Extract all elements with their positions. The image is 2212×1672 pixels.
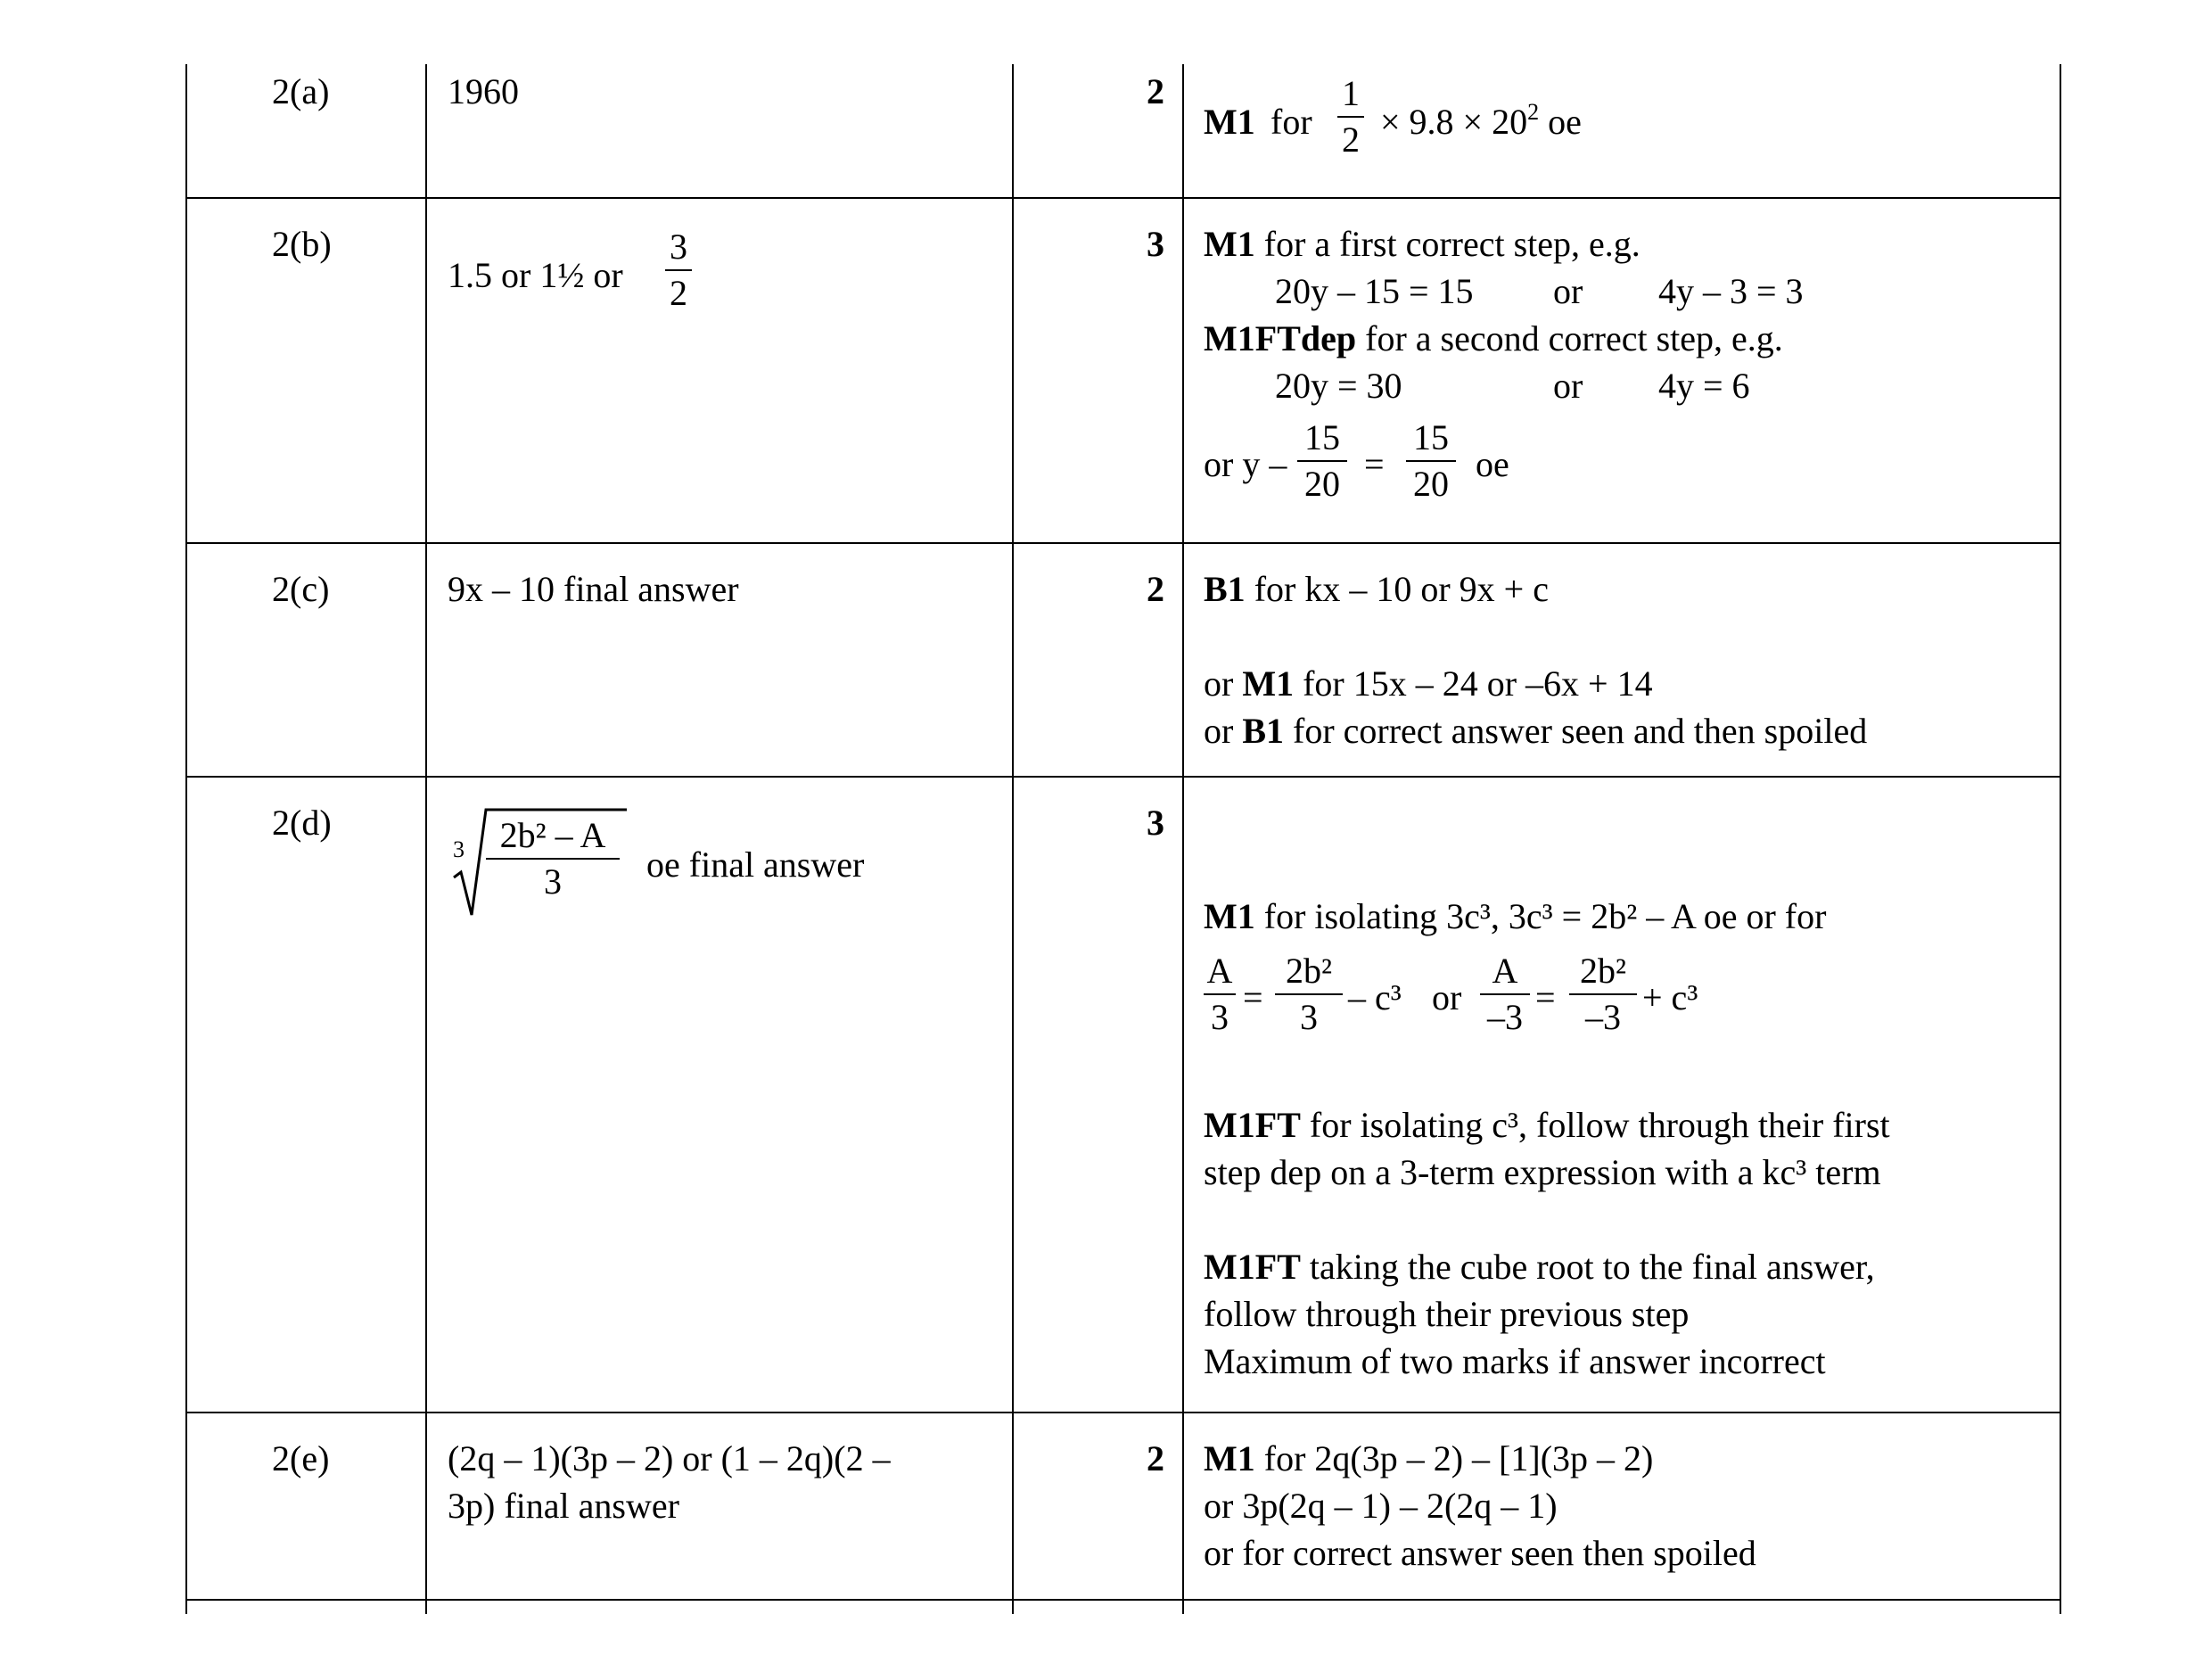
table-divider-1 bbox=[425, 64, 427, 1614]
marks: 2 bbox=[1147, 569, 1164, 609]
fraction: 3 2 bbox=[665, 225, 692, 316]
guidance-line: = bbox=[1364, 444, 1385, 484]
root-index: 3 bbox=[453, 836, 465, 862]
guidance-line: or M1 for 15x – 24 or –6x + 14 bbox=[1204, 663, 1653, 704]
equals-sign: = bbox=[1535, 977, 1556, 1017]
question-number: 2(b) bbox=[272, 224, 332, 264]
guidance-line: B1 for kx – 10 or 9x + c bbox=[1204, 569, 1549, 609]
guidance-line: or bbox=[1432, 977, 1462, 1017]
question-number: 2(a) bbox=[272, 71, 330, 111]
guidance-line: M1FTdep for a second correct step, e.g. bbox=[1204, 318, 1783, 358]
guidance-line: or bbox=[1553, 366, 1583, 406]
row-divider bbox=[185, 776, 2061, 778]
guidance-line: or 3p(2q – 1) – 2(2q – 1) bbox=[1204, 1486, 1558, 1526]
guidance-line: M1 for a first correct step, e.g. bbox=[1204, 224, 1640, 264]
marks: 2 bbox=[1147, 1438, 1164, 1478]
guidance-code: M1 bbox=[1204, 102, 1255, 142]
table-border-left bbox=[185, 64, 187, 1614]
answer: 9x – 10 final answer bbox=[448, 569, 739, 609]
guidance-text: for bbox=[1270, 102, 1312, 142]
question-number: 2(d) bbox=[272, 803, 332, 843]
answer: 1960 bbox=[448, 71, 519, 111]
row-divider bbox=[185, 1599, 2061, 1601]
row-divider bbox=[185, 1412, 2061, 1413]
fraction: 2b² – A 3 bbox=[486, 813, 620, 904]
fraction: 2b² –3 bbox=[1569, 949, 1637, 1040]
table-border-right bbox=[2060, 64, 2061, 1614]
answer: 1.5 or 1½ or bbox=[448, 255, 623, 295]
marks: 3 bbox=[1147, 224, 1164, 264]
marks: 3 bbox=[1147, 803, 1164, 843]
guidance-line: M1 for 2q(3p – 2) – [1](3p – 2) bbox=[1204, 1438, 1654, 1478]
fraction: 15 20 bbox=[1406, 416, 1456, 507]
marks: 2 bbox=[1147, 71, 1164, 111]
guidance-line: M1FT taking the cube root to the final answer, bbox=[1204, 1247, 1875, 1287]
answer: oe final answer bbox=[646, 844, 865, 885]
guidance-line: 20y = 30 bbox=[1275, 366, 1402, 406]
question-number: 2(e) bbox=[272, 1438, 330, 1478]
guidance-line: Maximum of two marks if answer incorrect bbox=[1204, 1341, 1826, 1381]
fraction: 15 20 bbox=[1297, 416, 1347, 507]
guidance-line: + c³ bbox=[1642, 977, 1698, 1017]
guidance-line: follow through their previous step bbox=[1204, 1294, 1690, 1334]
guidance-text: × $9.8 \times 20^2$ oe bbox=[1380, 99, 1582, 142]
table-divider-2 bbox=[1012, 64, 1014, 1614]
fraction: A –3 bbox=[1480, 949, 1530, 1040]
table-divider-3 bbox=[1182, 64, 1184, 1614]
guidance-line: or for correct answer seen then spoiled bbox=[1204, 1533, 1756, 1573]
guidance-line: 20y – 15 = 15 bbox=[1275, 271, 1474, 311]
guidance-line: – c³ bbox=[1348, 977, 1402, 1017]
question-number: 2(c) bbox=[272, 569, 330, 609]
guidance-line: or B1 for correct answer seen and then spoiled bbox=[1204, 711, 1868, 751]
guidance-line: step dep on a 3-term expression with a kc³ term bbox=[1204, 1152, 1881, 1192]
answer: (2q – 1)(3p – 2) or (1 – 2q)(2 – bbox=[448, 1438, 891, 1478]
guidance-line: M1FT for isolating c³, follow through their first bbox=[1204, 1105, 1890, 1145]
fraction: 1 2 bbox=[1337, 71, 1364, 162]
guidance-line: 4y – 3 = 3 bbox=[1658, 271, 1804, 311]
row-divider bbox=[185, 542, 2061, 544]
guidance-line: oe bbox=[1476, 444, 1509, 484]
fraction: 2b² 3 bbox=[1275, 949, 1343, 1040]
guidance-line: or y – bbox=[1204, 444, 1287, 484]
guidance-line: 4y = 6 bbox=[1658, 366, 1750, 406]
row-divider bbox=[185, 197, 2061, 199]
guidance-line: or bbox=[1553, 271, 1583, 311]
fraction: A 3 bbox=[1204, 949, 1236, 1040]
equals-sign: = bbox=[1243, 977, 1263, 1017]
guidance-line: M1 for isolating 3c³, 3c³ = 2b² – A oe or for bbox=[1204, 896, 1827, 936]
answer: 3p) final answer bbox=[448, 1486, 679, 1526]
